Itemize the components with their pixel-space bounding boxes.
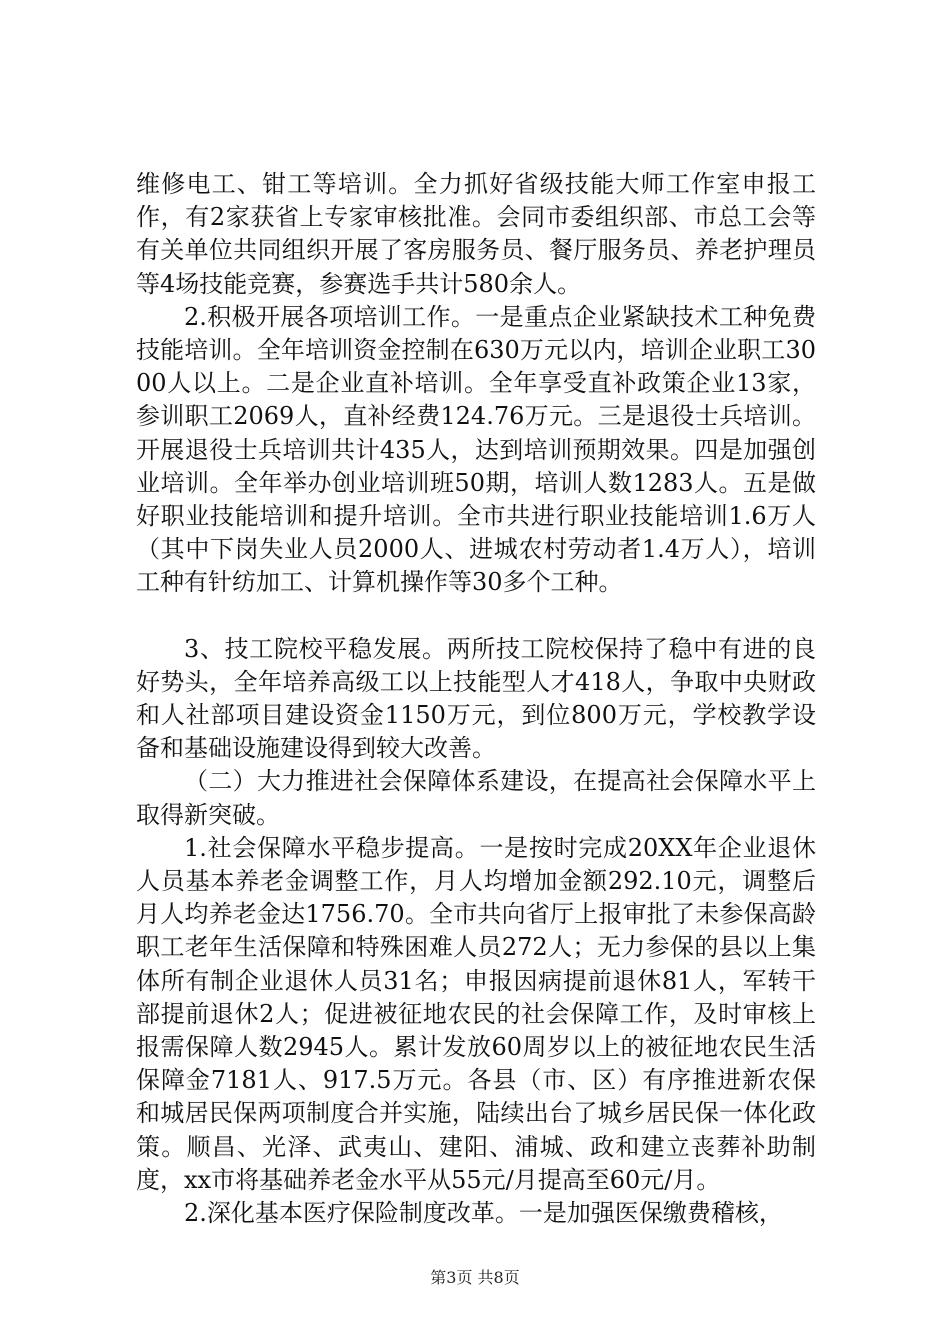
document-body — [136, 168, 816, 1230]
paragraph-technical-schools: 3、技工院校平稳发展。两所技工院校保持了稳中有进的良好势头，全年培养高级工以上技能型人才418人，争取中央财政和人社部项目建设资金1150万元，到位800万元，学校教学设备和基础设施建设得到较大改善。 — [136, 634, 816, 763]
page-number-label: 第3页 共8页 — [430, 1268, 520, 1287]
paragraph-training-continued: 维修电工、钳工等培训。全力抓好省级技能大师工作室申报工作，有2家获省上专家审核批准。会同市委组织部、市总工会等有关单位共同组织开展了客房服务员、餐厅服务员、养老护理员等4场技能竞赛，参赛选手共计580余人。 — [136, 170, 816, 298]
page-footer — [0, 1268, 950, 1288]
paragraph-social-security-level: 1.社会保障水平稳步提高。一是按时完成20XX年企业退休人员基本养老金调整工作，月人均增加金额292.10元，调整后月人均养老金达1756.70。全市共向省厅上报审批了未参保高龄职工老年生活保障和特殊困难人员272人；无力参保的县以上集体所有制企业退休人员31名；申报因病提前退休81人，军转干部提前退休2人；促进被征地农民的社会保障工作，及时审核上报需保障人数2945人。累计发放60周岁以上的被征地农民生活保障金7181人、917.5万元。各县（市、区）有序推进新农保和城居民保两项制度合并实施，陆续出台了城乡居民保一体化政策。顺昌、光泽、武夷山、建阳、浦城、政和建立丧葬补助制度，xx市将基础养老金水平从55元/月提高至60元/月。 — [136, 833, 816, 1194]
paragraph-training-work: 2.积极开展各项培训工作。一是重点企业紧缺技术工种免费技能培训。全年培训资金控制在630万元以内，培训企业职工3000人以上。二是企业直补培训。全年享受直补政策企业13家，参训职工2069人，直补经费124.76万元。三是退役士兵培训。开展退役士兵培训共计435人，达到培训预期效果。四是加强创业培训。全年举办创业培训班50期，培训人数1283人。五是做好职业技能培训和提升培训。全市共进行职业技能培训1.6万人（其中下岗失业人员2000人、进城农村劳动者1.4万人），培训工种有针纺加工、计算机操作等30多个工种。 — [136, 302, 816, 597]
paragraph-medical-insurance-reform: 2.深化基本医疗保险制度改革。一是加强医保缴费稽核， — [184, 1199, 783, 1228]
section-heading-social-security: （二）大力推进社会保障体系建设，在提高社会保障水平上取得新突破。 — [136, 767, 816, 829]
